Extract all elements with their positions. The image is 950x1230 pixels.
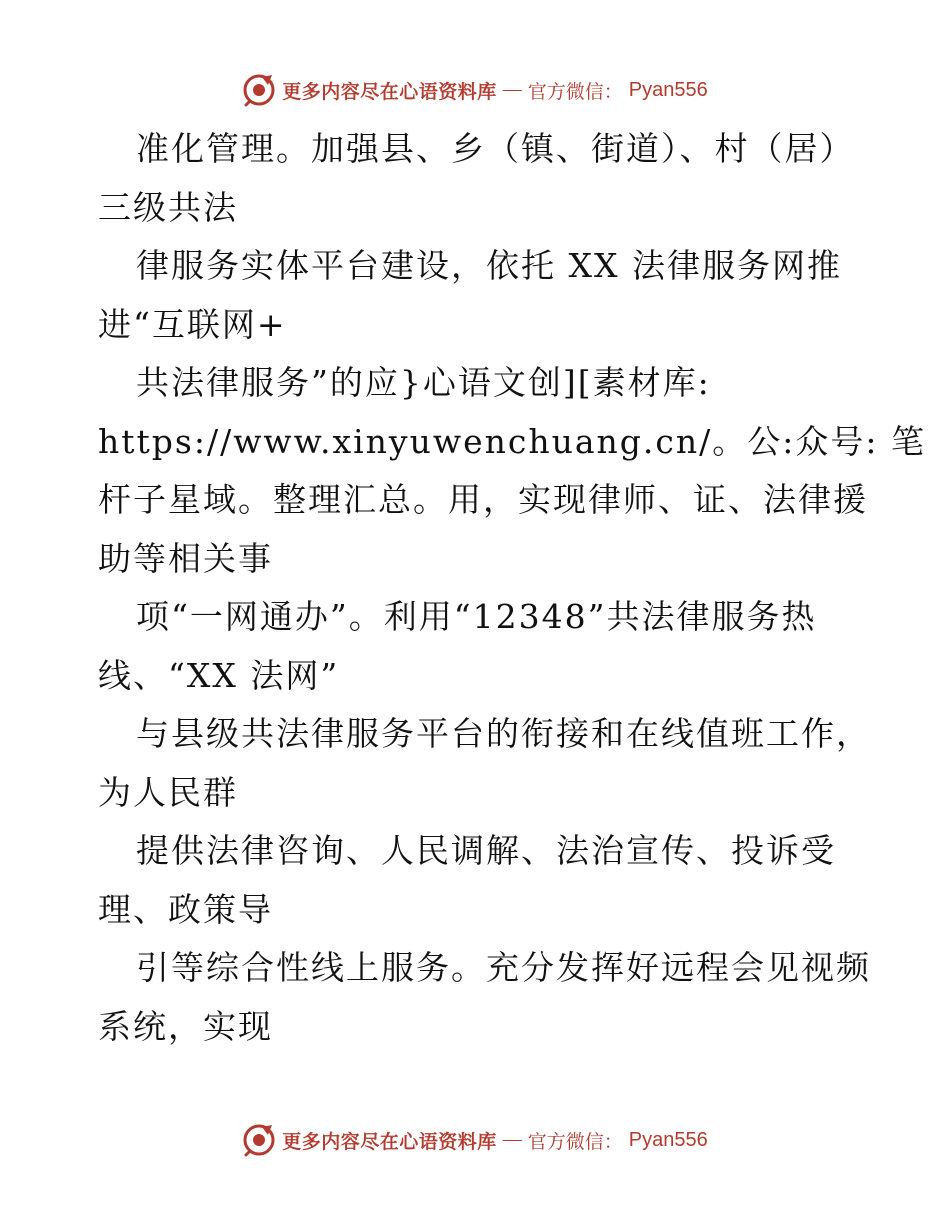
text-line-1: 准化管理。加强县、乡（镇、街道）、村（居） — [136, 129, 855, 168]
watermark-id: Pyan556 — [628, 1128, 708, 1151]
text-line-11: 与县级共法律服务平台的衔接和在线值班工作， — [136, 714, 871, 753]
watermark-id: Pyan556 — [628, 78, 708, 101]
header-watermark — [0, 70, 950, 110]
text-line-2: 三级共法 — [98, 187, 238, 227]
text-line-16: 系统，实现 — [98, 1006, 273, 1046]
text-line-15: 引等综合性线上服务。充分发挥好远程会见视频 — [136, 948, 871, 987]
brand-logo-icon — [242, 73, 276, 107]
watermark-label: 官方微信： — [527, 1130, 623, 1153]
watermark-dash: — — [502, 1129, 522, 1150]
text-line-12: 为人民群 — [98, 772, 238, 812]
text-line-7: 杆子星域。整理汇总。用，实现律师、证、法律援 — [98, 480, 868, 519]
text-line-14: 理、政策导 — [98, 889, 273, 929]
watermark-brand: 更多内容尽在心语资料库 — [282, 80, 497, 103]
brand-logo-icon — [242, 1123, 276, 1157]
watermark-dash: — — [502, 79, 522, 100]
text-line-5: 共法律服务”的应}心语文创][素材库: — [136, 363, 711, 402]
watermark-brand: 更多内容尽在心语资料库 — [282, 1130, 497, 1153]
text-line-6: https://www.xinyuwenchuang.cn/。公:众号: 笔 — [98, 421, 926, 461]
text-line-9: 项“一网通办”。利用“12348”共法律服务热 — [136, 597, 817, 636]
text-line-3: 律服务实体平台建设，依托 XX 法律服务网推 — [136, 246, 842, 285]
footer-watermark — [0, 1120, 950, 1160]
text-line-10: 线、“XX 法网” — [98, 655, 340, 695]
document-body — [98, 120, 926, 1056]
watermark-label: 官方微信： — [527, 80, 623, 103]
text-line-8: 助等相关事 — [98, 538, 273, 578]
text-line-4: 进“互联网+ — [98, 304, 287, 344]
text-line-13: 提供法律咨询、人民调解、法治宣传、投诉受 — [136, 831, 836, 870]
